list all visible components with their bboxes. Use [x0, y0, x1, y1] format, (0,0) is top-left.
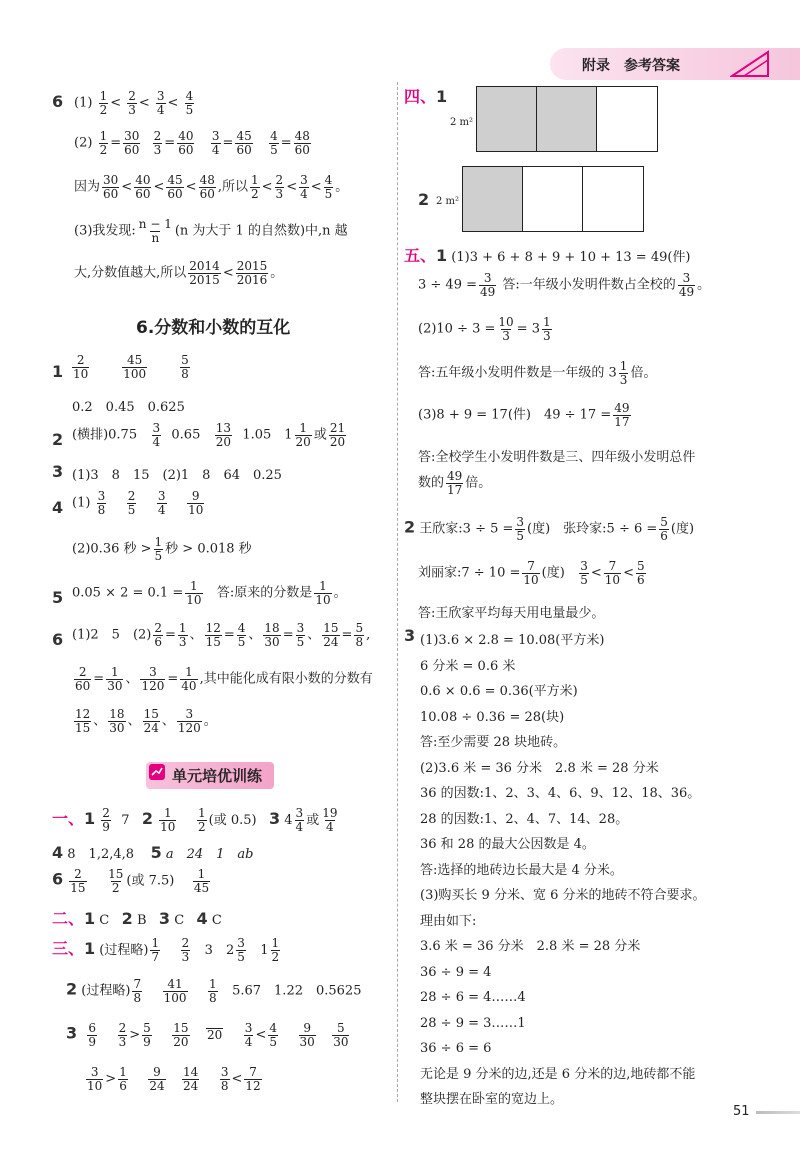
r3-line: (1)3.6 × 2.8 = 10.08(平方米): [420, 633, 605, 648]
column-divider: [397, 82, 398, 1102]
four-heading: 四、1: [404, 87, 448, 106]
fraction: $\frac{1}{2}$: [99, 89, 108, 117]
r2-line-d: 刘丽家:7 ÷ 10 = $\frac{7}{10}$ (度) $\frac{3}{5}$ < $\frac{7}{10}$ < $\frac{5}{6}$: [418, 559, 645, 587]
r3-line: (2)3.6 米 = 36 分米 2.8 米 = 28 分米: [420, 760, 659, 776]
shaded-cell: [477, 87, 537, 151]
shaded-cell: [463, 167, 523, 231]
r3-line: 36 和 28 的最大公因数是 4。: [420, 837, 595, 852]
r1-line-a: 五、1 (1)3 + 6 + 8 + 9 + 10 + 13 = 49(件): [404, 246, 691, 265]
q-number-1: 1: [52, 362, 64, 381]
r3-line: 36 的因数:1、2、3、4、6、9、12、18、36。: [420, 786, 701, 801]
u-three-line-2: 2 (过程略) $\frac{7}{8}$ $\frac{41}{100}$ $\frac{1}{8}$ 5.67 1.22 0.5625: [66, 977, 362, 1005]
q-number-3-right: 3: [404, 626, 416, 645]
s6-line-2: $\frac{2}{60}$ = $\frac{1}{30}$ 、 $\frac{3}{120}$ = $\frac{1}{40}$ ,其中能化成有限小数的分数有: [75, 665, 373, 693]
chart-icon: [148, 763, 166, 781]
s3-line: (1)3 8 15 (2)1 8 64 0.25: [72, 468, 282, 483]
q-number-4: 4: [52, 498, 64, 517]
r3-line: 36 ÷ 6 = 6: [420, 1041, 492, 1056]
r3-line: 无论是 9 分米的边,还是 6 分米的边,地砖都不能: [420, 1066, 696, 1082]
s6-line-3: $\frac{12}{15}$ 、 $\frac{18}{30}$ 、 $\frac{15}{24}$ 、 $\frac{3}{120}$ 。: [75, 707, 217, 735]
r3-line: 28 ÷ 6 = 4……4: [420, 990, 526, 1005]
q-number-6b: 6: [52, 630, 64, 649]
r3-line: 6 分米 = 0.6 米: [420, 658, 516, 674]
unit-training-badge: 单元培优训练: [146, 762, 274, 789]
page-number: 51: [733, 1104, 750, 1119]
s2-line: (横排)0.75 $\frac{3}{4}$ 0.65 $\frac{13}{20}$ 1.05 1 $\frac{1}{20}$ 或 $\frac{21}{20}$: [72, 421, 346, 449]
r1-line-h: (3)8 + 9 = 17(件) 49 ÷ 17 = $\frac{49}{17}$: [418, 401, 630, 429]
q6-line-5: 大,分数值越大,所以 $\frac{2014}{2015}$ < $\frac{2015}{2016}$ 。: [74, 259, 284, 287]
empty-cell: [523, 167, 583, 231]
r3-line: 理由如下:: [420, 913, 477, 929]
r3-line: 36 ÷ 9 = 4: [420, 964, 492, 980]
area-diagram-2: [462, 166, 644, 232]
empty-cell: [597, 87, 657, 151]
q-number-2-right: 2: [418, 190, 430, 209]
r3-line: 3.6 米 = 36 分米 2.8 米 = 28 分米: [420, 939, 641, 954]
fraction: $\frac{3}{4}$: [156, 89, 165, 117]
fraction: $\frac{4}{5}$: [185, 89, 194, 117]
r3-solution: [420, 628, 706, 1113]
fraction: $\frac{2}{3}$: [128, 89, 136, 117]
q6-line-3: 因为 $\frac{30}{60}$ < $\frac{40}{60}$ < $\frac{45}{60}$ < $\frac{48}{60}$ ,所以 $\frac{1}{2}$ < $\frac{2}{3}$ < $\frac{3}{4}$ < $\frac{4}{5}$ 。: [74, 173, 349, 201]
q6-line-2: (2) $\frac{1}{2}$ = $\frac{30}{60}$ $\frac{2}{3}$ = $\frac{40}{60}$ $\frac{3}{4}$ = $\frac{45}{60}$ $\frac{4}{5}$ = $\frac{48}{60}$: [74, 129, 310, 157]
r1-line-i: 答:全校学生小发明件数是三、四年级小发明总件: [418, 450, 696, 465]
q-number-2: 2: [52, 430, 64, 449]
u-three-line-1: 三、1 (过程略) $\frac{1}{7}$ $\frac{2}{3}$ 3 2 $\frac{3}{5}$ 1 $\frac{1}{2}$: [52, 936, 280, 964]
section-title: 6.分数和小数的互化: [136, 318, 291, 338]
r1-line-d: (2)10 ÷ 3 = $\frac{10}{3}$ = 3 $\frac{1}{3}$: [418, 315, 551, 343]
q-number-6: 6: [52, 92, 64, 111]
r3-line: 整块摆在卧室的宽边上。: [420, 1092, 564, 1107]
u6-line: 6 $\frac{2}{15}$ $\frac{15}{2}$ (或 7.5) $\frac{1}{45}$: [52, 867, 210, 895]
area-diagram-1: [476, 86, 658, 152]
shaded-cell: [537, 87, 597, 151]
s4-line-2: (2)0.36 秒 > $\frac{1}{5}$ 秒 > 0.018 秒: [72, 535, 252, 563]
r1-line-f: 答:五年级小发明件数是一年级的 3 $\frac{1}{3}$ 倍。: [418, 359, 657, 387]
header-label: 附录 参考答案: [582, 58, 680, 74]
u4-u5-line: 4 8 1,2,4,8 5 a 24 1 ab: [52, 843, 254, 862]
empty-cell: [583, 167, 643, 231]
r2-line-f: 答:王欣家平均每天用电量最少。: [418, 606, 605, 621]
r3-line: 0.6 × 0.6 = 0.36(平方米): [420, 684, 578, 699]
triangle-ruler-icon: [730, 50, 770, 78]
q6-line-1: (1) $\frac{1}{2}$ < $\frac{2}{3}$ < $\frac{3}{4}$ < $\frac{4}{5}$: [74, 89, 194, 117]
r2-line-a: 2 王欣家:3 ÷ 5 = $\frac{3}{5}$ (度) 张玲家:5 ÷ 6 = $\frac{5}{6}$ (度): [404, 515, 695, 543]
u-three-line-4: $\frac{3}{10}$ > $\frac{1}{6}$ $\frac{9}{24}$ $\frac{14}{24}$ $\frac{3}{8}$ < $\frac{7}{12}$: [87, 1065, 261, 1093]
q-number-3: 3: [52, 462, 64, 481]
r3-line: (3)购买长 9 分米、宽 6 分米的地砖不符合要求。: [420, 888, 706, 903]
q-number-5: 5: [52, 588, 64, 607]
footer-rule: [756, 1111, 800, 1114]
s4-line-1: (1) $\frac{3}{8}$ $\frac{2}{5}$ $\frac{3}{4}$ $\frac{9}{10}$: [72, 489, 204, 517]
u-three-line-3: 3 $\frac{6}{9}$ $\frac{2}{3}$ > $\frac{5}{9}$ $\frac{15}{20}$ 20 $\frac{3}{4}$ < $\frac{4}{5}$ $\frac{9}{30}$ $\frac{5}{30}$: [66, 1021, 349, 1049]
r1-line-j: 数的 $\frac{49}{17}$ 倍。: [418, 469, 492, 497]
r3-line: 10.08 ÷ 0.36 = 28(块): [420, 709, 565, 725]
r3-line: 28 ÷ 9 = 3……1: [420, 1015, 526, 1031]
s5-line: 0.05 × 2 = 0.1 = $\frac{1}{10}$ 答:原来的分数是 $\frac{1}{10}$ 。: [72, 579, 347, 607]
u-two-line: 二、1 C 2 B 3 C 4 C: [52, 909, 222, 928]
q6-line-4: (3)我发现: $\frac{n - 1}{n}$ (n 为大于 1 的自然数)中,n 越: [74, 217, 348, 245]
u1-line: 一、1 $\frac{2}{9}$ 7 2 $\frac{1}{10}$ $\frac{1}{2}$ (或 0.5) 3 4 $\frac{3}{4}$ 或 $\frac{19}{4}$: [52, 806, 338, 834]
area-label-2: 2 m²: [436, 196, 460, 207]
s6-line-1: (1)2 5 (2) $\frac{2}{6}$ = $\frac{1}{3}$ 、 $\frac{12}{15}$ = $\frac{4}{5}$ 、 $\frac{18}{30}$ = $\frac{3}{5}$ 、 $\frac{15}{24}$ = $\frac{5}{8}$ ,: [72, 621, 371, 649]
area-label-1: 2 m²: [450, 117, 474, 128]
r3-line: 答:至少需要 28 块地砖。: [420, 735, 567, 750]
header-banner: [550, 48, 800, 80]
s1-decimals: 0.2 0.45 0.625: [72, 400, 185, 415]
r3-line: 答:选择的地砖边长最大是 4 分米。: [420, 862, 623, 878]
r3-line: 28 的因数:1、2、4、7、14、28。: [420, 811, 629, 827]
s1-fractions: $\frac{2}{10}$ $\frac{45}{100}$ $\frac{5}{8}$: [73, 353, 189, 381]
r1-line-b: 3 ÷ 49 = $\frac{3}{49}$ 答:一年级小发明件数占全校的 $\frac{3}{49}$ 。: [418, 271, 711, 299]
